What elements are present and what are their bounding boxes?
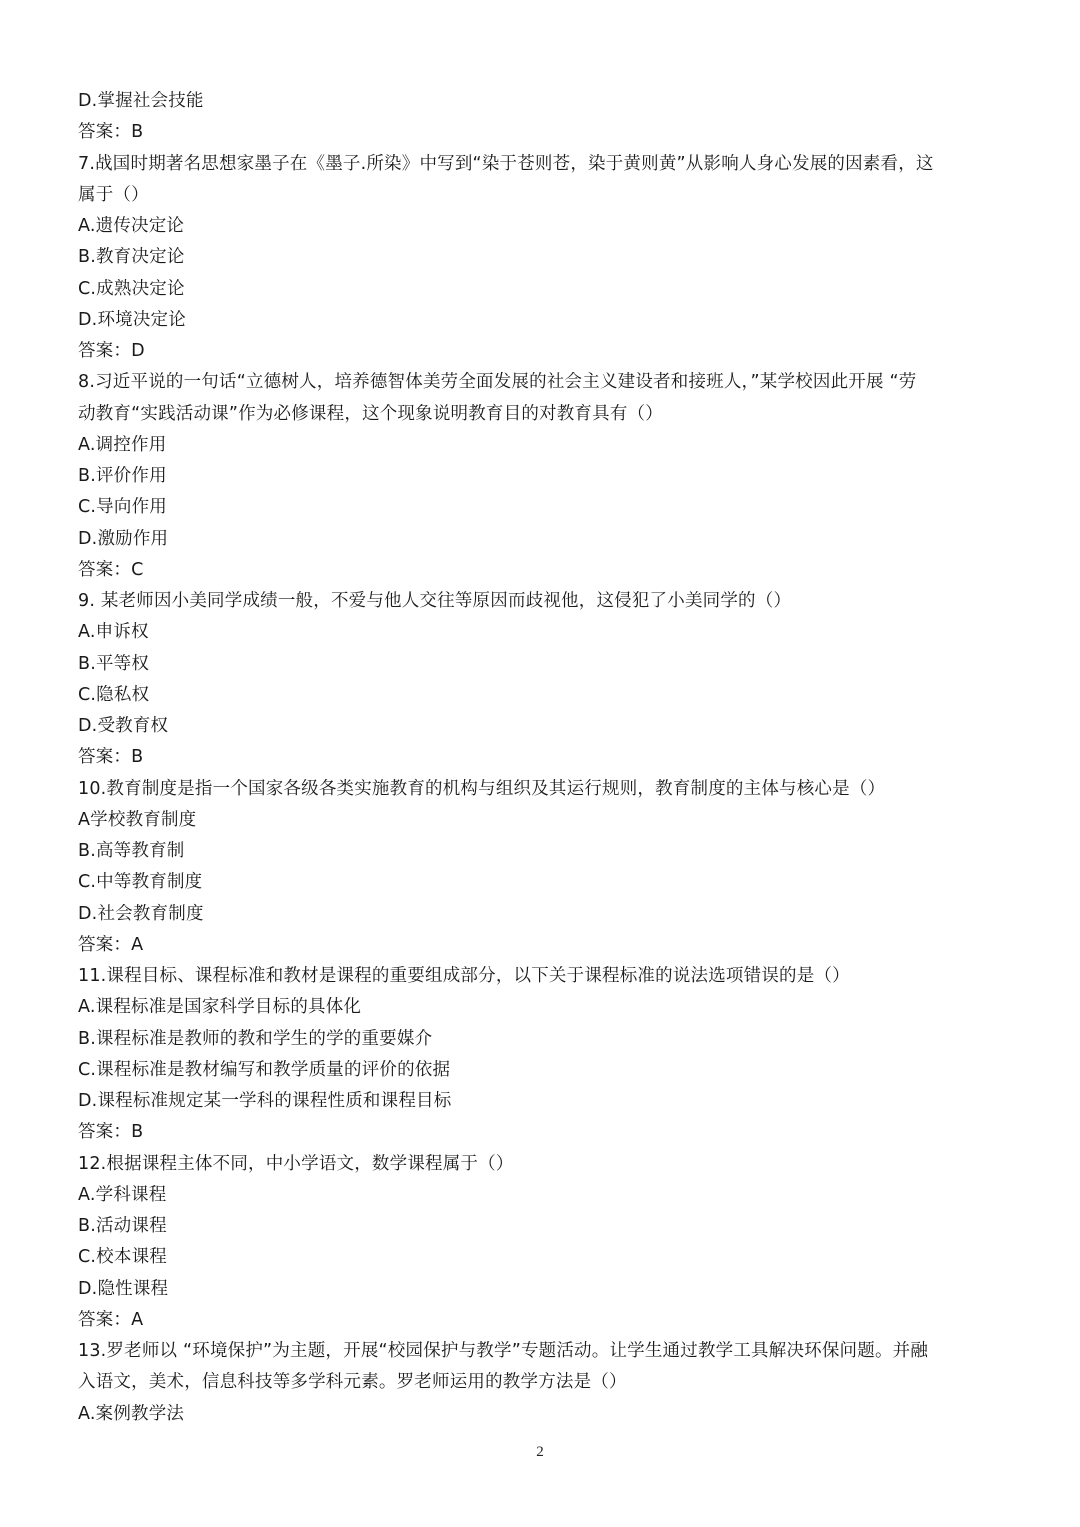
option-line: D.社会教育制度 (78, 903, 204, 924)
option-line: B.平等权 (78, 653, 150, 674)
option-line: A.课程标准是国家科学目标的具体化 (78, 997, 362, 1018)
option-line: C.成熟决定论 (78, 278, 185, 299)
question-13-line-2: 入语文，美术，信息科技等多学科元素。罗老师运用的教学方法是（） (78, 1372, 627, 1393)
question-7-line-1: 7.战国时期著名思想家墨子在《墨子.所染》中写到“染于苍则苍，染于黄则黄”从影响人身心发展的因素看，这 (78, 153, 934, 174)
question-7-line-2: 属于（） (78, 184, 149, 205)
question-8-line-2: 动教育“实践活动课”作为必修课程，这个现象说明教育目的对教育具有（） (78, 403, 663, 424)
question-13-line-1: 13.罗老师以 “环境保护”为主题，开展“校园保护与教学”专题活动。让学生通过教学工具解决环保问题。并融 (78, 1341, 929, 1361)
option-line: C.导向作用 (78, 497, 167, 518)
option-line: B.评价作用 (78, 466, 167, 486)
option-line: C.中等教育制度 (78, 872, 203, 893)
option-line: A.申诉权 (78, 622, 149, 643)
answer-line: 答案：B (78, 122, 144, 143)
page-content (78, 86, 1038, 1430)
option-line: A.案例教学法 (78, 1403, 185, 1424)
option-line: D.课程标准规定某一学科的课程性质和课程目标 (78, 1091, 452, 1111)
option-line: D.环境决定论 (78, 309, 186, 330)
option-line: C.校本课程 (78, 1247, 167, 1268)
answer-line: 答案：C (78, 559, 144, 580)
answer-line: 答案：B (78, 747, 144, 768)
option-line: C.课程标准是教材编写和教学质量的评价的依据 (78, 1059, 451, 1080)
option-line: A学校教育制度 (78, 809, 197, 830)
option-line: B.课程标准是教师的教和学生的学的重要媒介 (78, 1028, 433, 1049)
option-line: D.受教育权 (78, 716, 169, 736)
option-line: A.学科课程 (78, 1184, 167, 1205)
question-11-line-1: 11.课程目标、课程标准和教材是课程的重要组成部分，以下关于课程标准的说法选项错误的是（） (78, 966, 850, 986)
option-line: C.隐私权 (78, 684, 150, 705)
option-line: B.教育决定论 (78, 247, 185, 268)
answer-line: 答案：D (78, 341, 145, 361)
answer-line: 答案：A (78, 934, 144, 955)
page-number: 2 (536, 1444, 544, 1460)
question-12-line-1: 12.根据课程主体不同，中小学语文，数学课程属于（） (78, 1153, 514, 1174)
option-line: A.调控作用 (78, 434, 167, 455)
option-line: D.激励作用 (78, 528, 169, 549)
option-line: D.隐性课程 (78, 1278, 169, 1299)
option-line: D.掌握社会技能 (78, 91, 204, 111)
option-line: B.高等教育制 (78, 841, 185, 861)
question-10-line-1: 10.教育制度是指一个国家各级各类实施教育的机构与组织及其运行规则，教育制度的主体与核心是（） (78, 778, 886, 799)
answer-line: 答案：B (78, 1122, 144, 1143)
option-line: A.遗传决定论 (78, 216, 185, 236)
question-8-line-1: 8.习近平说的一句话“立德树人，培养德智体美劳全面发展的社会主义建设者和接班人，”某学校因此开展 “劳 (78, 372, 917, 393)
question-9-line-1: 9. 某老师因小美同学成绩一般，不爱与他人交往等原因而歧视他，这侵犯了小美同学的（） (78, 591, 792, 611)
answer-line: 答案：A (78, 1309, 144, 1330)
option-line: B.活动课程 (78, 1216, 167, 1236)
